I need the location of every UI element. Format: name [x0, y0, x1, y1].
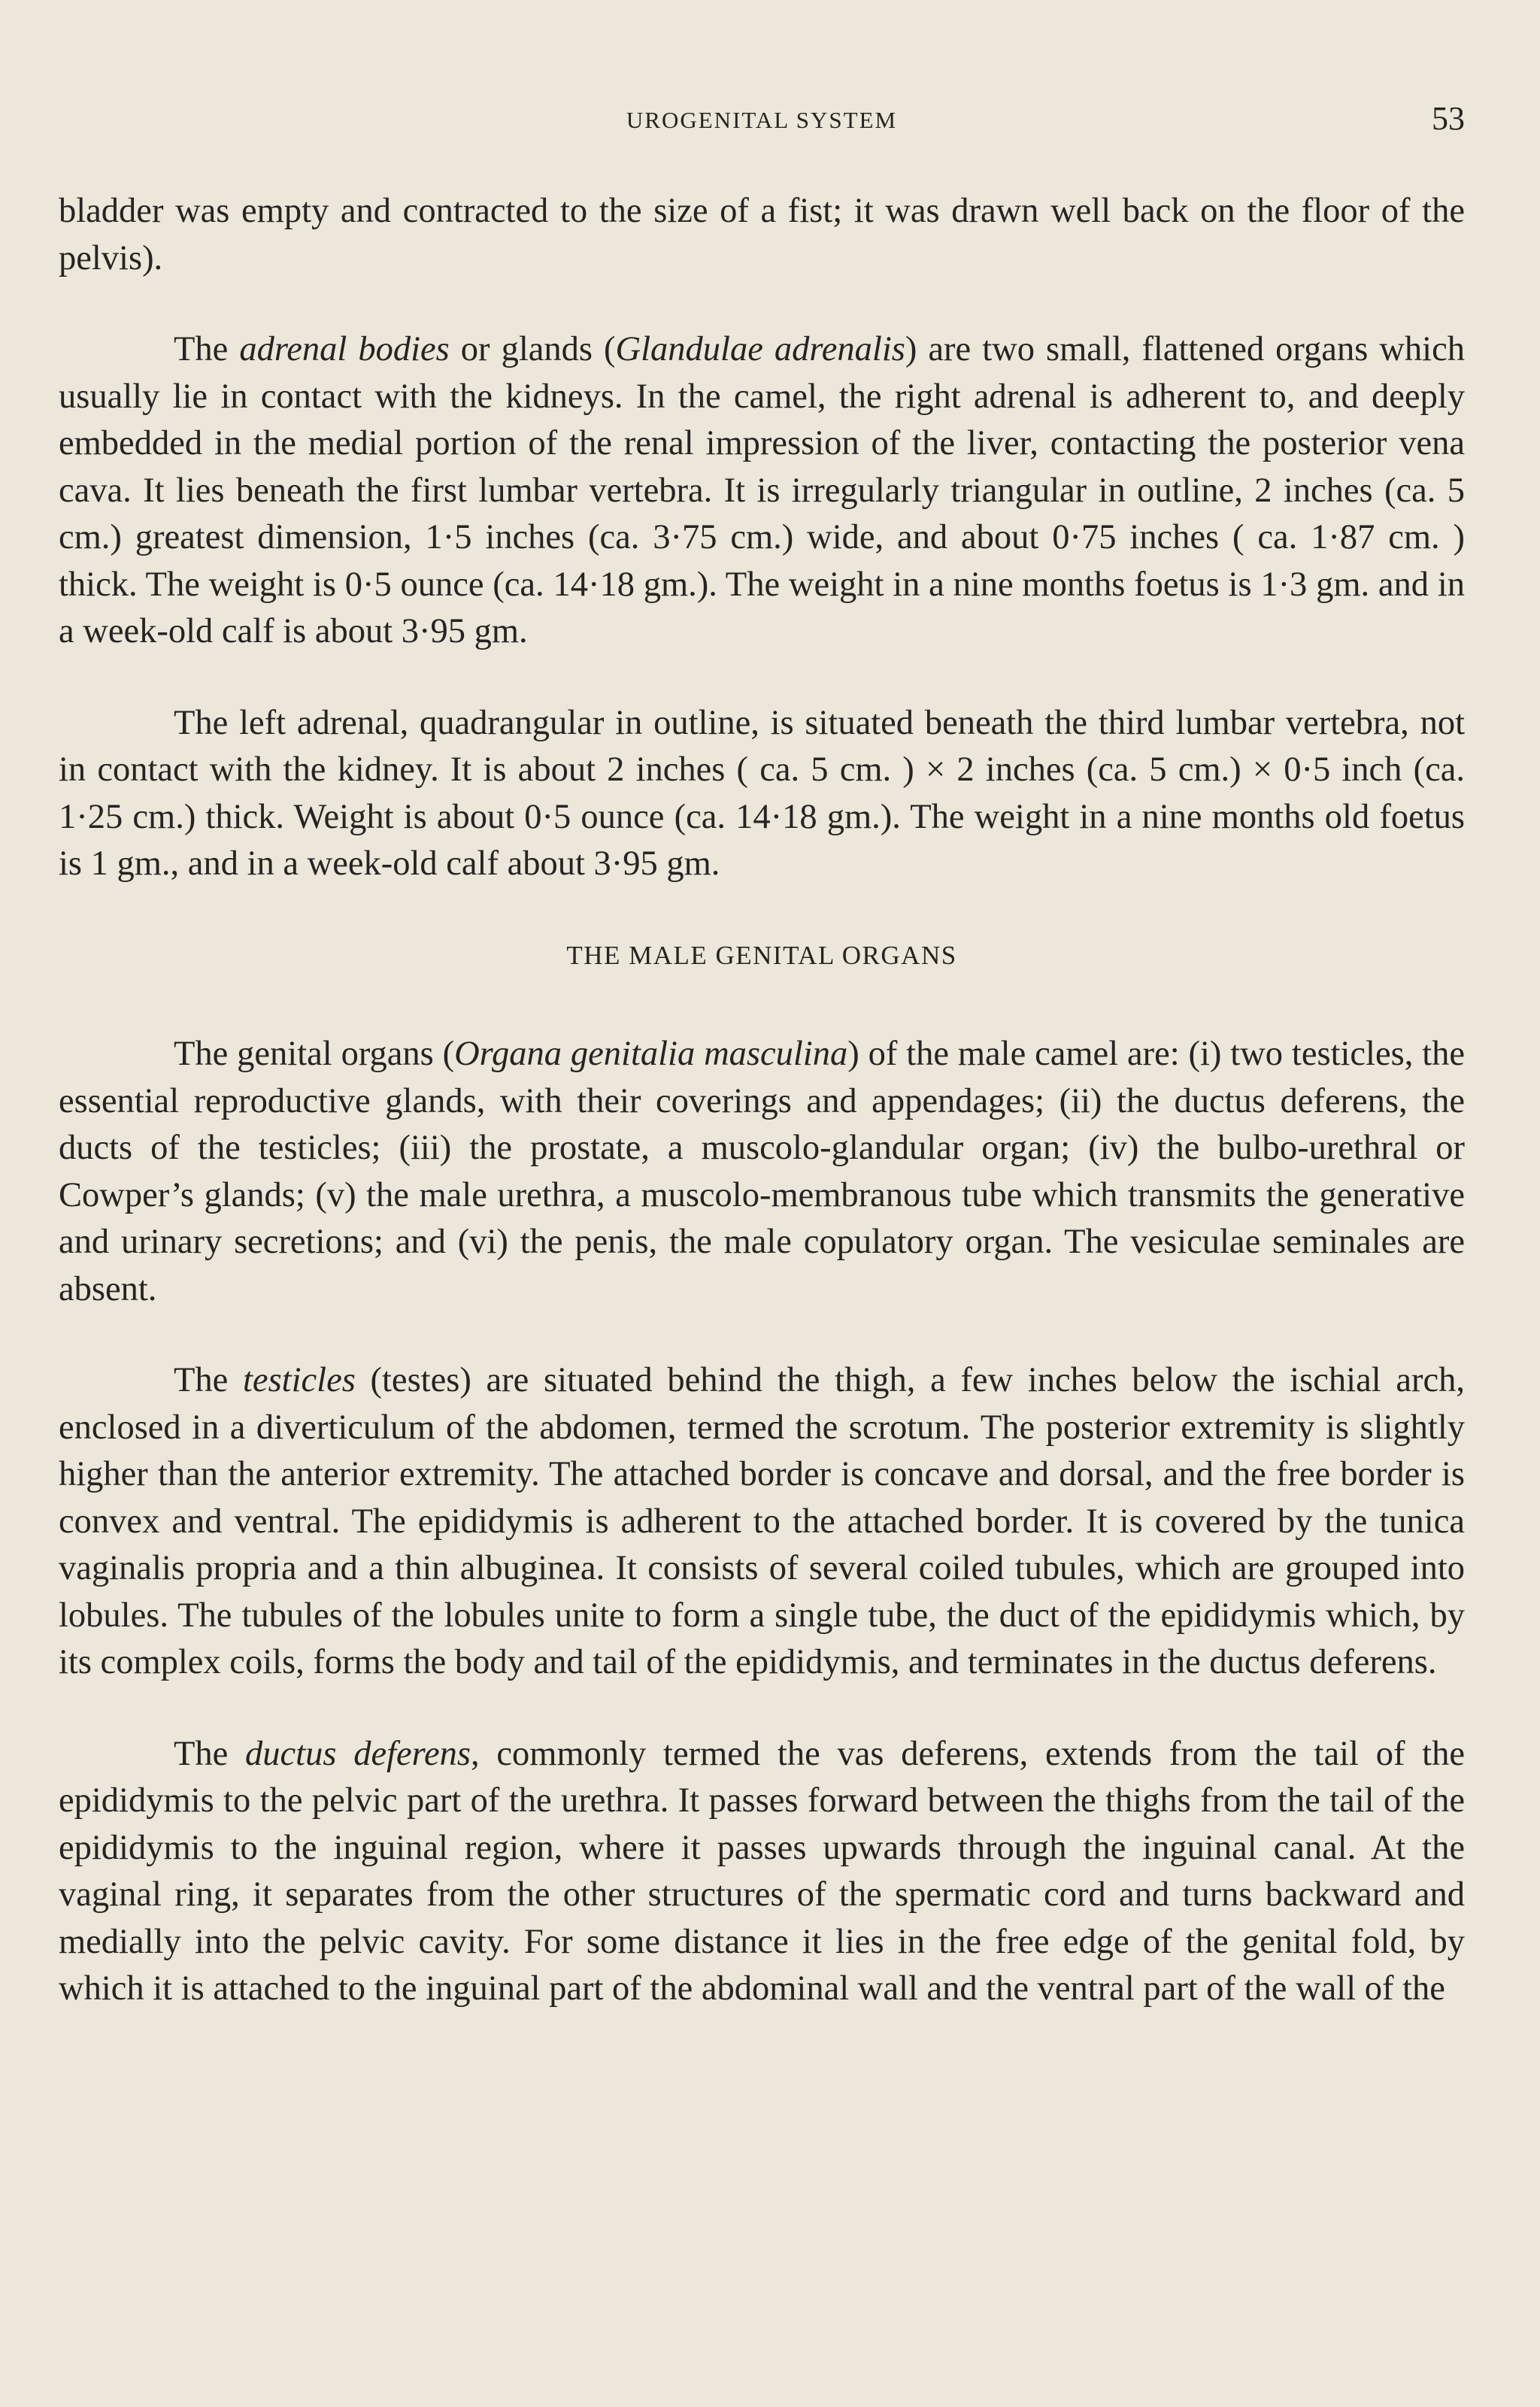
- paragraph-text: bladder was empty and contracted to the size of a fist; it was drawn well back on the floor of the pelvis).: [59, 192, 1465, 277]
- term-glandulae-adrenalis: Glandulae adrenalis: [615, 330, 905, 368]
- paragraph-text: ) of the male camel are: (i) two testicles, the essential reproductive glands, with their coverings and appendages; (ii) the ductus deferens, the ducts of the testicles; (iii) the prostate, a muscolo-glandular organ; (iv) the bulbo-urethral or Cowper’s glands; (v) the male urethra, a muscolo-membranous tube which transmits the generative and urinary secretions; and (vi) the penis, the male copulatory organ. The vesiculae seminales are absent.: [59, 1035, 1465, 1308]
- paragraph-text: The genital organs (: [174, 1035, 455, 1073]
- running-head: [59, 99, 1465, 144]
- paragraph-genital-organs: [59, 1031, 1465, 1313]
- paragraph-text: (testes) are situated behind the thigh, a few inches below the ischial arch, enclosed in a diverticulum of the abdomen, termed the scrotum. The posterior extremity is slightly higher than the anterior extremity. The attached border is concave and dorsal, and the free border is convex and ventral. The epididymis is adherent to the attached border. It is covered by the tunica vaginalis propria and a thin albuginea. It consists of several coiled tubules, which are grouped into lobules. The tubules of the lobules unite to form a single tube, the duct of the epididymis which, by its complex coils, forms the body and tail of the epididymis, and terminates in the ductus deferens.: [59, 1361, 1465, 1681]
- paragraph-left-adrenal: [59, 700, 1465, 888]
- term-testicles: testicles: [243, 1361, 356, 1399]
- body-text: [59, 188, 1465, 2013]
- paragraph-text: or glands (: [449, 330, 616, 368]
- paragraph-text: The left adrenal, quadrangular in outline, is situated beneath the third lumbar vertebra, not in contact with the kidney. It is about 2 inches ( ca. 5 cm. ) × 2 inches (ca. 5 cm.) × 0·5 inch (ca. 1·25 cm.) thick. Weight is about 0·5 ounce (ca. 14·18 gm.). The weight in a nine months old foetus is 1 gm., and in a week-old calf about 3·95 gm.: [59, 703, 1465, 883]
- paragraph-adrenal-bodies: [59, 326, 1465, 656]
- term-organa-genitalia-masculina: Organa genitalia masculina: [454, 1035, 848, 1073]
- paragraph-text: The: [174, 1734, 246, 1773]
- paragraph-text: The: [174, 1361, 244, 1399]
- paragraph-testicles: [59, 1357, 1465, 1687]
- paragraph-ductus-deferens: [59, 1731, 1465, 2013]
- section-heading: THE MALE GENITAL ORGANS: [566, 940, 957, 970]
- paragraph-text: ) are two small, flattened organs which usually lie in contact with the kidneys. In the camel, the right adrenal is adherent to, and deeply embedded in the medial portion of the renal impression of the liver, contacting the posterior vena cava. It lies beneath the first lumbar vertebra. It is irregularly triangular in outline, 2 inches (ca. 5 cm.) greatest dimension, 1·5 inches (ca. 3·75 cm.) wide, and about 0·75 inches ( ca. 1·87 cm. ) thick. The weight is 0·5 ounce (ca. 14·18 gm.). The weight in a nine months foetus is 1·3 gm. and in a week-old calf is about 3·95 gm.: [59, 330, 1465, 650]
- paragraph-bladder-continued: [59, 188, 1465, 282]
- page-number: 53: [1432, 100, 1465, 137]
- paragraph-text: The: [174, 330, 240, 368]
- term-adrenal-bodies: adrenal bodies: [239, 330, 450, 368]
- term-ductus-deferens: ductus deferens: [245, 1734, 471, 1773]
- running-title: UROGENITAL SYSTEM: [626, 107, 898, 133]
- paragraph-text: , commonly termed the vas deferens, extends from the tail of the epididymis to the pelvic part of the urethra. It passes forward between the thighs from the tail of the epididymis to the inguinal region, where it passes upwards through the inguinal canal. At the vaginal ring, it separates from the other structures of the spermatic cord and turns backward and medially into the pelvic cavity. For some distance it lies in the free edge of the genital fold, by which it is attached to the inguinal part of the abdominal wall and the ventral part of the wall of the: [59, 1734, 1465, 2008]
